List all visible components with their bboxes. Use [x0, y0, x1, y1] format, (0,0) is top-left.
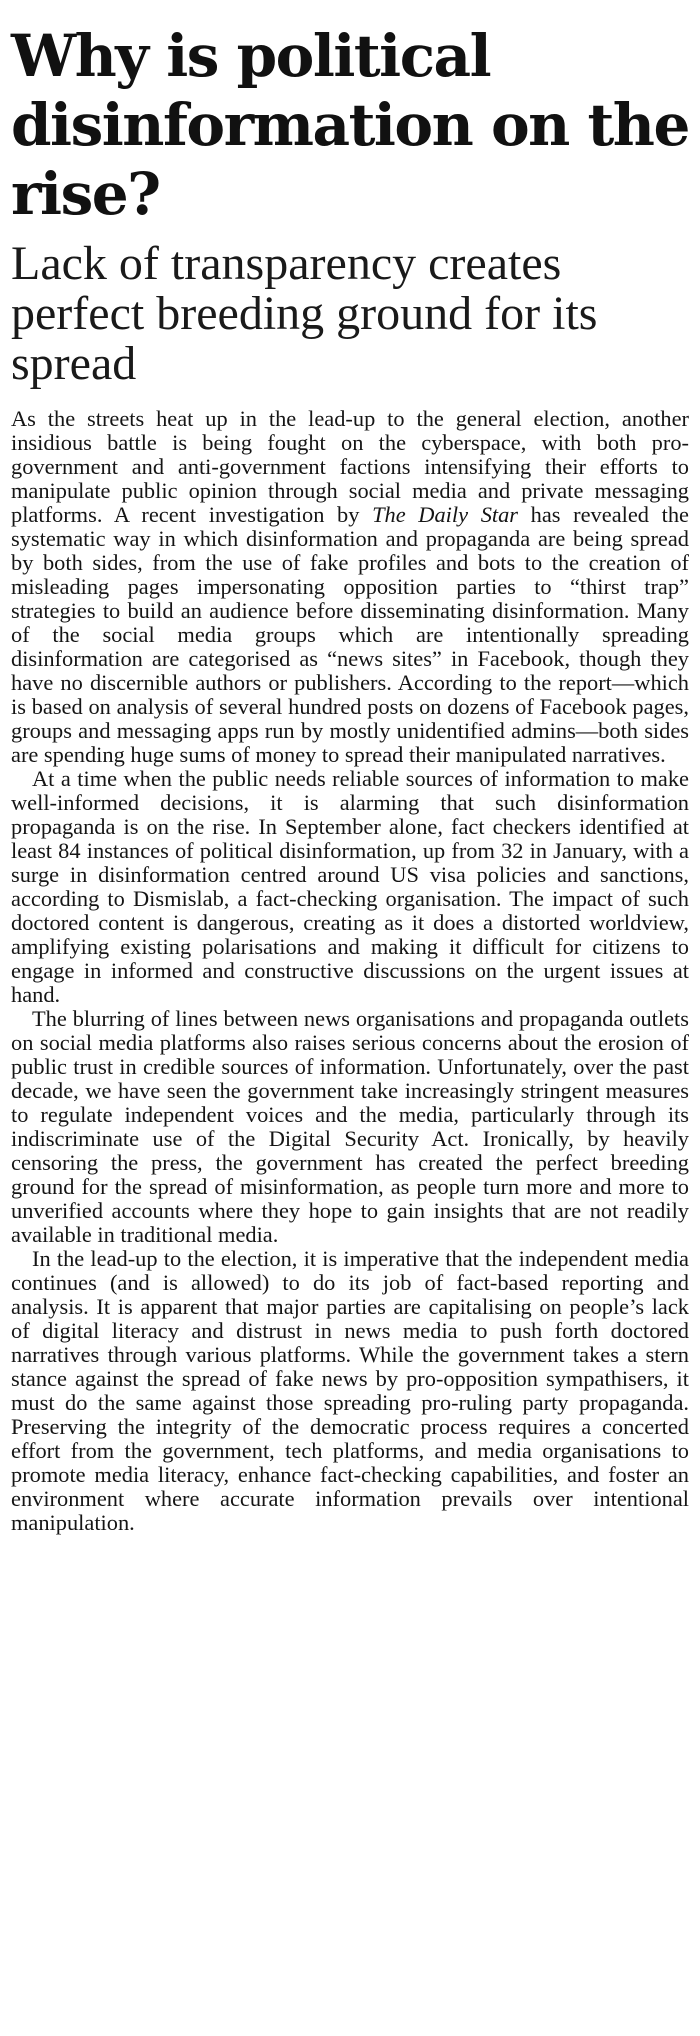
publication-name: The Daily Star [372, 502, 519, 527]
paragraph-2: At a time when the public needs reliable sources of information to make well-informed decisions, it is alarming that such disinformation propaganda is on the rise. In September alone, fact checkers identified at least 84 instances of political disinformation, up from 32 in January, with a surge in disinformation centred around US visa policies and sanctions, according to Dismislab, a fact-checking organisation. The impact of such doctored content is dangerous, creating as it does a distorted worldview, amplifying existing polarisations and making it difficult for citizens to engage in informed and constructive discussions on the urgent issues at hand. [11, 766, 689, 1007]
paragraph-1-start: As the streets heat up in the lead-up to the general election, another insidious battle is being fought on the cyberspace, with both pro-government and anti-government factions intensifying their efforts to manipulate public opinion through social media and private messaging platforms. A recent investigation by [11, 406, 689, 527]
paragraph-3: The blurring of lines between news organisations and propaganda outlets on social media platforms also raises serious concerns about the erosion of public trust in credible sources of information. Unfortunately, over the past decade, we have seen the government take increasingly stringent measures to regulate independent voices and the media, particularly through its indiscriminate use of the Digital Security Act. Ironically, by heavily censoring the press, the government has created the perfect breeding ground for the spread of misinformation, as people turn more and more to unverified accounts where they hope to gain insights that are not readily available in traditional media. [11, 1006, 689, 1247]
paragraph-1 [11, 407, 689, 767]
paragraph-1-end: has revealed the systematic way in which disinformation and propaganda are being spread by both sides, from the use of fake profiles and bots to the creation of misleading pages impersonating opposition parties to “thirst trap” strategies to build an audience before disseminating disinformation. Many of the social media groups which are intentionally spreading disinformation are categorised as “news sites” in Facebook, though they have no discernible authors or publishers. According to the report—which is based on analysis of several hundred posts on dozens of Facebook pages, groups and messaging apps run by mostly unidentified admins—both sides are spending huge sums of money to spread their manipulated narratives. [11, 502, 689, 767]
paragraph-4: In the lead-up to the election, it is imperative that the independent media continues (and is allowed) to do its job of fact-based reporting and analysis. It is apparent that major parties are capitalising on people’s lack of digital literacy and distrust in news media to push forth doctored narratives through various platforms. While the government takes a stern stance against the spread of fake news by pro-opposition sympathisers, it must do the same against those spreading pro-ruling party propaganda. Preserving the integrity of the democratic process requires a concerted effort from the government, tech platforms, and media organisations to promote media literacy, enhance fact-checking capabilities, and foster an environment where accurate information prevails over intentional manipulation. [11, 1246, 689, 1535]
subheadline: Lack of transparency creates perfect breeding ground for its spread [11, 237, 598, 390]
article-body [11, 407, 689, 1535]
headline: Why is political disinformation on the rise? [11, 22, 689, 228]
